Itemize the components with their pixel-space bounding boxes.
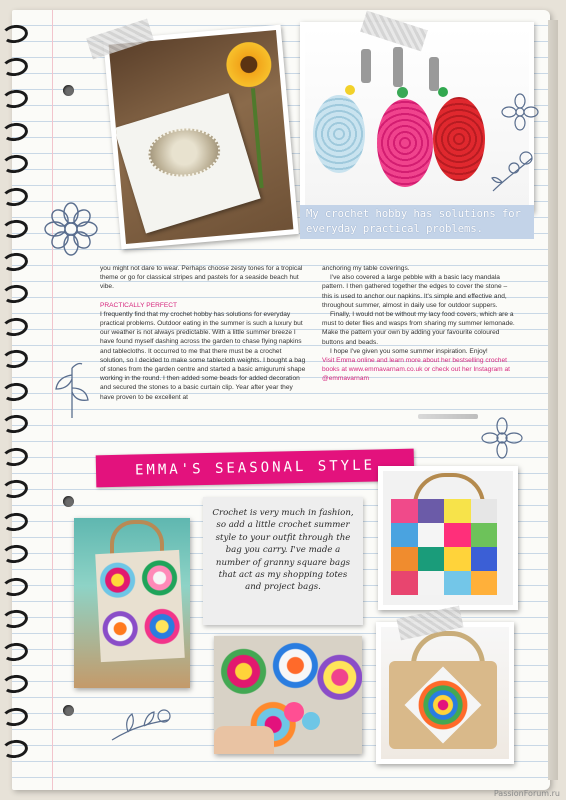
paragraph: Finally, I would not be without my lacy food covers, which are a must to deter flies and wasps from sharing my summer lemonade. Make the pattern your own by adding your favourite coloured buttons and beads. [322, 311, 515, 346]
article-column-left [100, 264, 306, 402]
pencil-doodle [418, 414, 478, 419]
author-link[interactable]: Visit Emma online and learn more about her bestselling crochet books at www.emmavarnam.co.uk or check out her Instagram at @emmavarnam [322, 357, 511, 383]
quote-card [203, 497, 363, 625]
paragraph: I've also covered a large pebble with a basic lacy mandala pattern. I then gathered together the edges to cover the stone – this is used to anchor our napkins. It's simple and effective and, throughout summer, almost in daily use for outdoor suppers. [322, 274, 508, 309]
caption-line-2: everyday practical problems. [306, 223, 484, 235]
paragraph: anchoring my table coverings. [322, 265, 410, 272]
article-column-right [322, 264, 518, 384]
section-banner: EMMA'S SEASONAL STYLE [96, 449, 415, 488]
paragraph: I hope I've given you some summer inspiration. Enjoy! [330, 347, 488, 355]
photo-granny-square-closeup [214, 636, 362, 754]
intro-paragraph: you might not dare to wear. Perhaps choose zesty tones for a tropical theme or go for classical stripes and pastels for a seaside beach hut vibe. [100, 265, 303, 291]
leaf-doodle-icon [52, 360, 92, 420]
punch-hole [63, 496, 74, 507]
flower-sprig-doodle-icon [108, 700, 172, 750]
flower-sprig-doodle-icon [488, 146, 538, 196]
watermark: PassionForum.ru [493, 789, 560, 798]
flower-doodle-icon [500, 92, 540, 132]
photo-caption [300, 205, 534, 239]
photo-patchwork-bag [378, 466, 518, 610]
photo-crochet-pebble [103, 25, 299, 250]
photo-granny-bag-table [376, 622, 514, 764]
page-edge [548, 20, 558, 780]
punch-hole [63, 705, 74, 716]
flower-doodle-icon [42, 200, 100, 258]
body-paragraph: I frequently find that my crochet hobby has solutions for everyday practical problems. Outdoor eating in the summer is such a luxury but our weather is not always predictable. With a little summer breeze I have found myself dashing across the garden to chase flying napkins and tablecloths. It occurred to me that there must be a crochet solution, so I decided to make some tablecloth weights. I bought a bag of stones from the garden centre and started a basic amigurumi shape working in the round. I then added some beads for added decoration and secured the stones to a basic curtain clip. Year after year they have proven to be excellent at [100, 310, 306, 401]
caption-line-1: My crochet hobby has solutions for [306, 208, 521, 220]
spiral-binding [0, 25, 22, 785]
subhead-practically-perfect: PRACTICALLY PERFECT [100, 301, 178, 309]
photo-granny-bag-chair [74, 518, 190, 688]
flower-doodle-icon [480, 416, 524, 460]
punch-hole [63, 85, 74, 96]
quote-text: Crochet is very much in fashion, so add a little crochet summer style to your outfit through the bag you carry. I've made a number of granny square bags that act as my shopping totes and project bags. [212, 508, 354, 593]
